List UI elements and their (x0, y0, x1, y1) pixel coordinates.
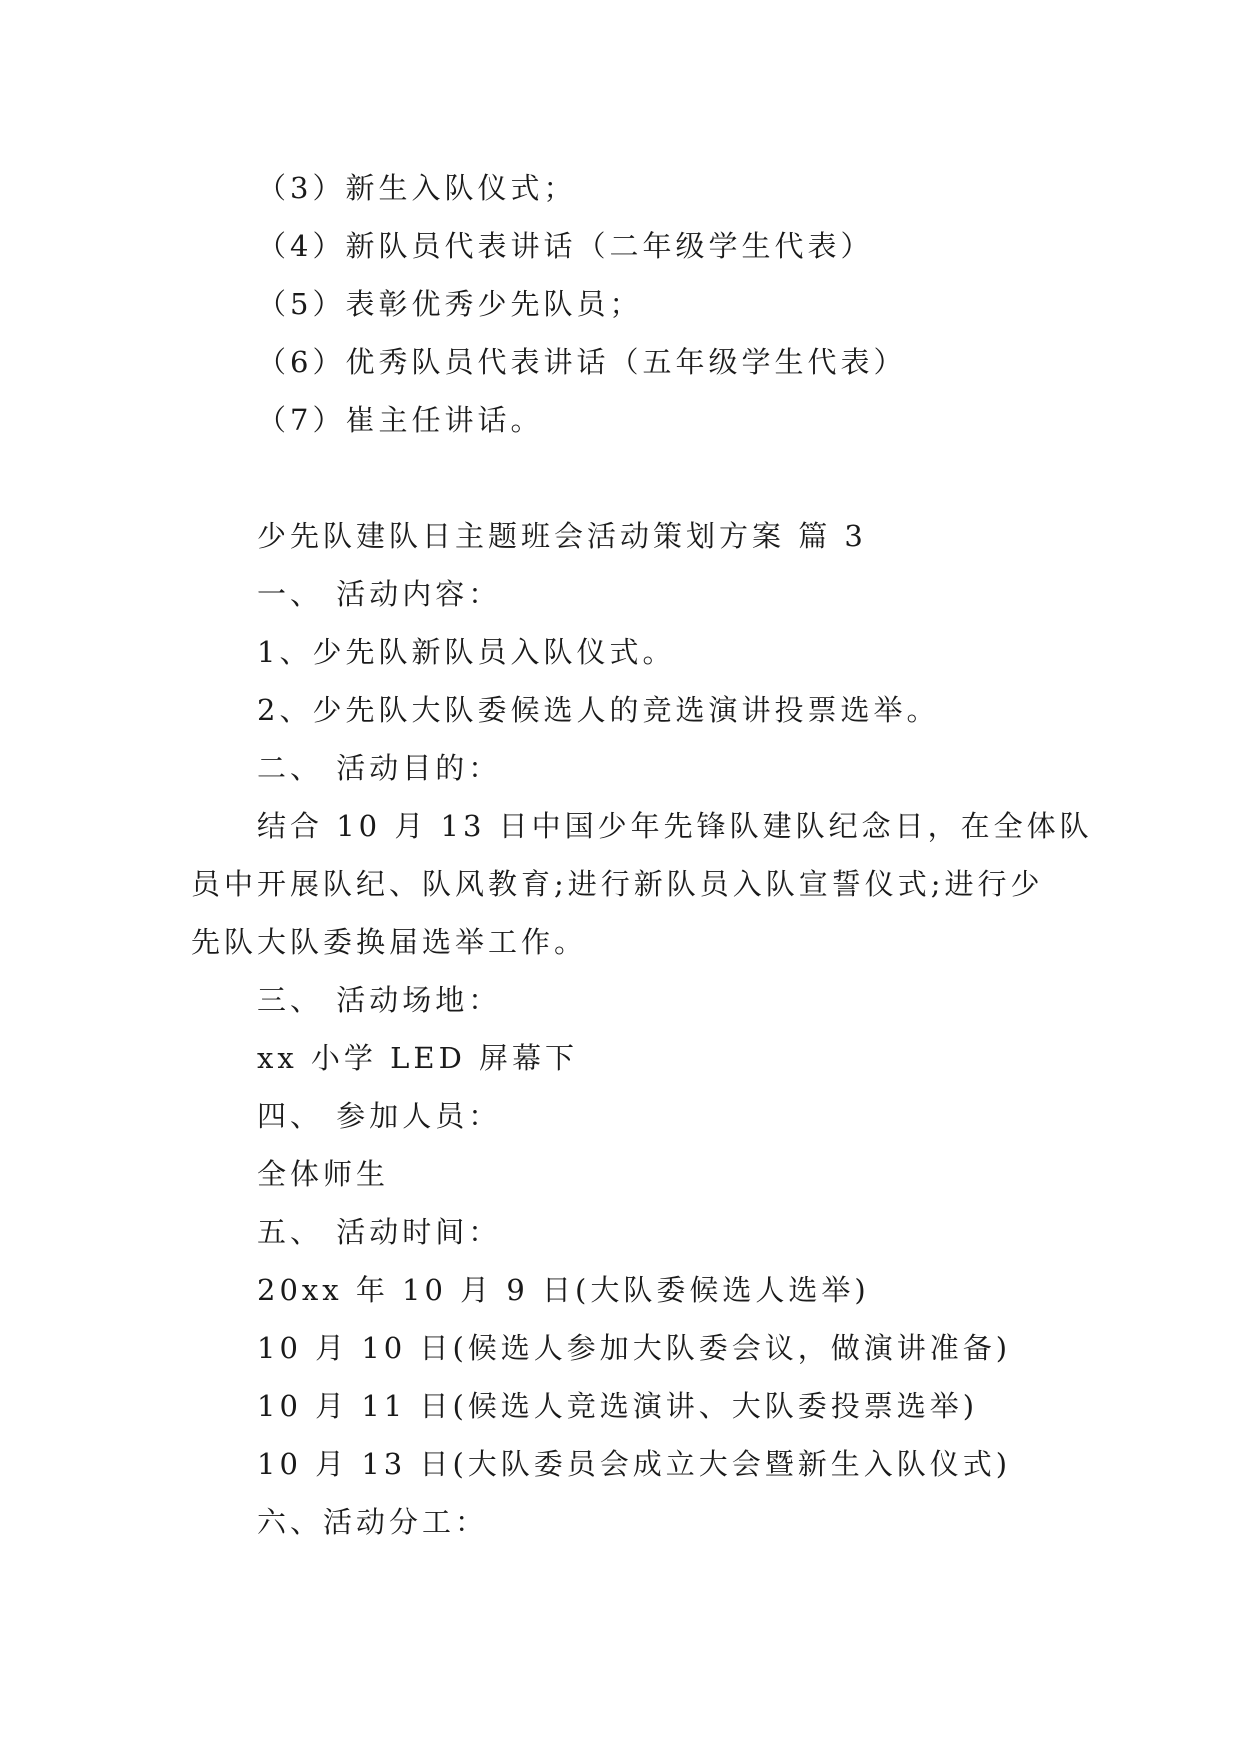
list-item-7: （7）崔主任讲话。 (257, 403, 544, 437)
heading-activity-content: 一、 活动内容： (257, 577, 502, 611)
heading-participants: 四、 参加人员： (257, 1099, 502, 1133)
purpose-paragraph-line-1: 结合 10 月 13 日中国少年先锋队建队纪念日，在全体队 (257, 809, 1093, 843)
list-item-5: （5）表彰优秀少先队员； (257, 287, 643, 321)
section-title: 少先队建队日主题班会活动策划方案 篇 3 (257, 519, 867, 553)
heading-activity-time: 五、 活动时间： (257, 1215, 502, 1249)
content-item-2: 2、少先队大队委候选人的竞选演讲投票选举。 (257, 693, 940, 727)
content-item-1: 1、少先队新队员入队仪式。 (257, 635, 676, 669)
participants-text: 全体师生 (257, 1157, 390, 1191)
heading-activity-venue: 三、 活动场地： (257, 983, 502, 1017)
schedule-item-4: 10 月 13 日(大队委员会成立大会暨新生入队仪式) (257, 1447, 1012, 1481)
heading-activity-purpose: 二、 活动目的： (257, 751, 502, 785)
purpose-paragraph-line-2: 员中开展队纪、队风教育;进行新队员入队宣誓仪式;进行少 (191, 867, 1044, 901)
list-item-4: （4）新队员代表讲话（二年级学生代表） (257, 229, 874, 263)
venue-text: xx 小学 LED 屏幕下 (257, 1041, 579, 1075)
list-item-3: （3）新生入队仪式； (257, 171, 577, 205)
schedule-item-1: 20xx 年 10 月 9 日(大队委候选人选举) (257, 1273, 870, 1307)
heading-division-of-work: 六、活动分工： (257, 1505, 489, 1539)
list-item-6: （6）优秀队员代表讲话（五年级学生代表） (257, 345, 907, 379)
schedule-item-3: 10 月 11 日(候选人竞选演讲、大队委投票选举) (257, 1389, 979, 1423)
schedule-item-2: 10 月 10 日(候选人参加大队委会议，做演讲准备) (257, 1331, 1012, 1365)
purpose-paragraph-line-3: 先队大队委换届选举工作。 (191, 925, 588, 959)
